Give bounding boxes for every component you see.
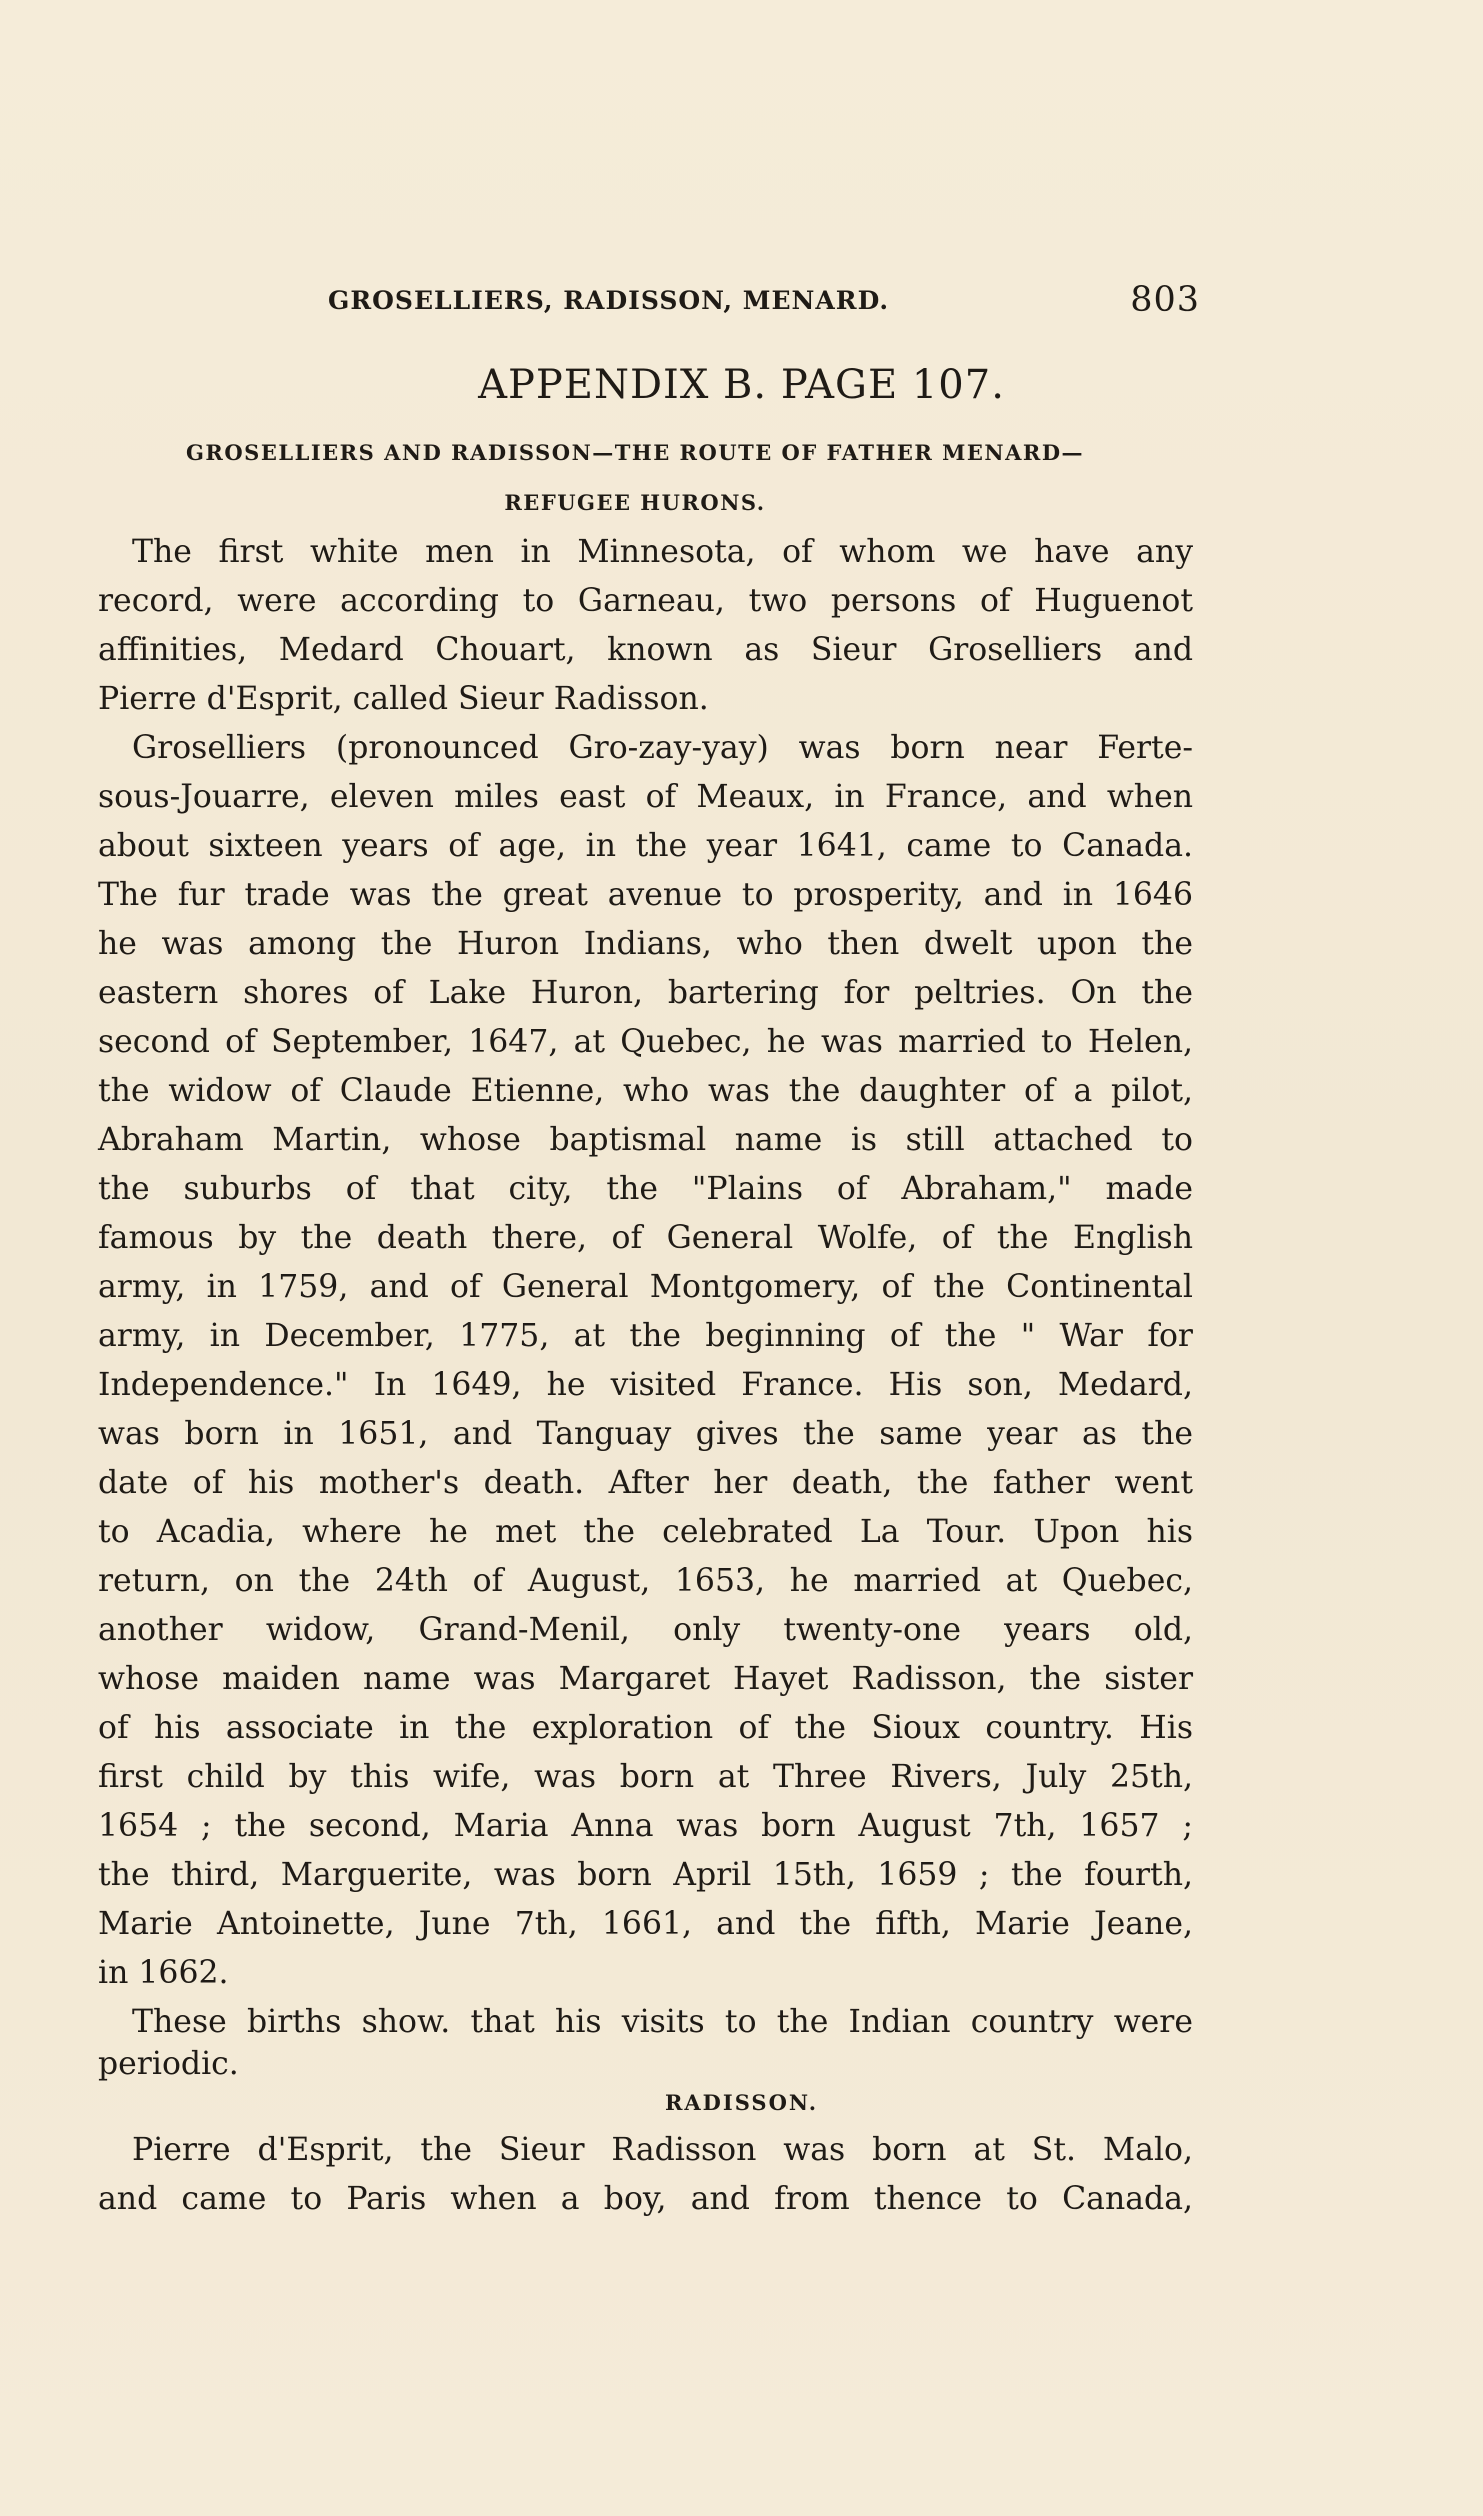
text-line: eastern shores of Lake Huron, bartering for peltries. On the (98, 975, 1193, 1011)
text-line: army, in 1759, and of General Montgomery, of the Continental (98, 1269, 1193, 1305)
text-line: army, in December, 1775, at the beginning of the " War for (98, 1318, 1193, 1354)
text-line: was born in 1651, and Tanguay gives the same year as the (98, 1416, 1193, 1452)
text-line: Groselliers (pronounced Gro-zay-yay) was born near Ferte- (132, 730, 1193, 766)
text-line: the widow of Claude Etienne, who was the daughter of a pilot, (98, 1073, 1193, 1109)
text-line: another widow, Grand-Menil, only twenty-one years old, (98, 1612, 1193, 1648)
text-line: to Acadia, where he met the celebrated La Tour. Upon his (98, 1514, 1193, 1550)
text-line: he was among the Huron Indians, who then dwelt upon the (98, 926, 1193, 962)
text-line: about sixteen years of age, in the year 1641, came to Canada. (98, 828, 1193, 864)
running-head-title: GROSELLIERS, RADISSON, MENARD. (328, 286, 890, 315)
text-line: whose maiden name was Margaret Hayet Radisson, the sister (98, 1661, 1193, 1697)
text-line: affinities, Medard Chouart, known as Sieur Groselliers and (98, 632, 1193, 668)
text-line: first child by this wife, was born at Three Rivers, July 25th, (98, 1759, 1193, 1795)
text-line: The first white men in Minnesota, of whom we have any (132, 534, 1193, 570)
text-line: Abraham Martin, whose baptismal name is still attached to (98, 1122, 1193, 1158)
text-line: the suburbs of that city, the "Plains of Abraham," made (98, 1171, 1193, 1207)
text-line: return, on the 24th of August, 1653, he married at Quebec, (98, 1563, 1193, 1599)
page-number: 803 (1130, 280, 1200, 320)
text-line: periodic. (98, 2046, 239, 2082)
text-line: Pierre d'Esprit, the Sieur Radisson was born at St. Malo, (132, 2132, 1193, 2168)
text-line: famous by the death there, of General Wolfe, of the English (98, 1220, 1193, 1256)
text-line: sous-Jouarre, eleven miles east of Meaux, in France, and when (98, 779, 1193, 815)
appendix-title: APPENDIX B. PAGE 107. (478, 362, 1005, 408)
text-line: 1654 ; the second, Maria Anna was born August 7th, 1657 ; (98, 1808, 1193, 1844)
text-line: These births show. that his visits to the Indian country were (132, 2004, 1193, 2040)
section-heading: RADISSON. (664, 2090, 819, 2115)
text-line: Pierre d'Esprit, called Sieur Radisson. (98, 681, 709, 717)
text-line: second of September, 1647, at Quebec, he was married to Helen, (98, 1024, 1193, 1060)
text-line: of his associate in the exploration of the Sioux country. His (98, 1710, 1193, 1746)
text-line: The fur trade was the great avenue to prosperity, and in 1646 (98, 877, 1193, 913)
text-line: the third, Marguerite, was born April 15th, 1659 ; the fourth, (98, 1857, 1193, 1893)
text-line: in 1662. (98, 1955, 229, 1991)
text-line: date of his mother's death. After her death, the father went (98, 1465, 1193, 1501)
subheading-line-2: REFUGEE HURONS. (504, 490, 766, 515)
text-line: record, were according to Garneau, two persons of Huguenot (98, 583, 1193, 619)
subheading-line-1: GROSELLIERS AND RADISSON—THE ROUTE OF FATHER MENARD— (185, 440, 1085, 465)
text-line: and came to Paris when a boy, and from thence to Canada, (98, 2181, 1193, 2217)
text-line: Independence." In 1649, he visited France. His son, Medard, (98, 1367, 1193, 1403)
running-head (300, 280, 1200, 320)
text-line: Marie Antoinette, June 7th, 1661, and the fifth, Marie Jeane, (98, 1906, 1193, 1942)
